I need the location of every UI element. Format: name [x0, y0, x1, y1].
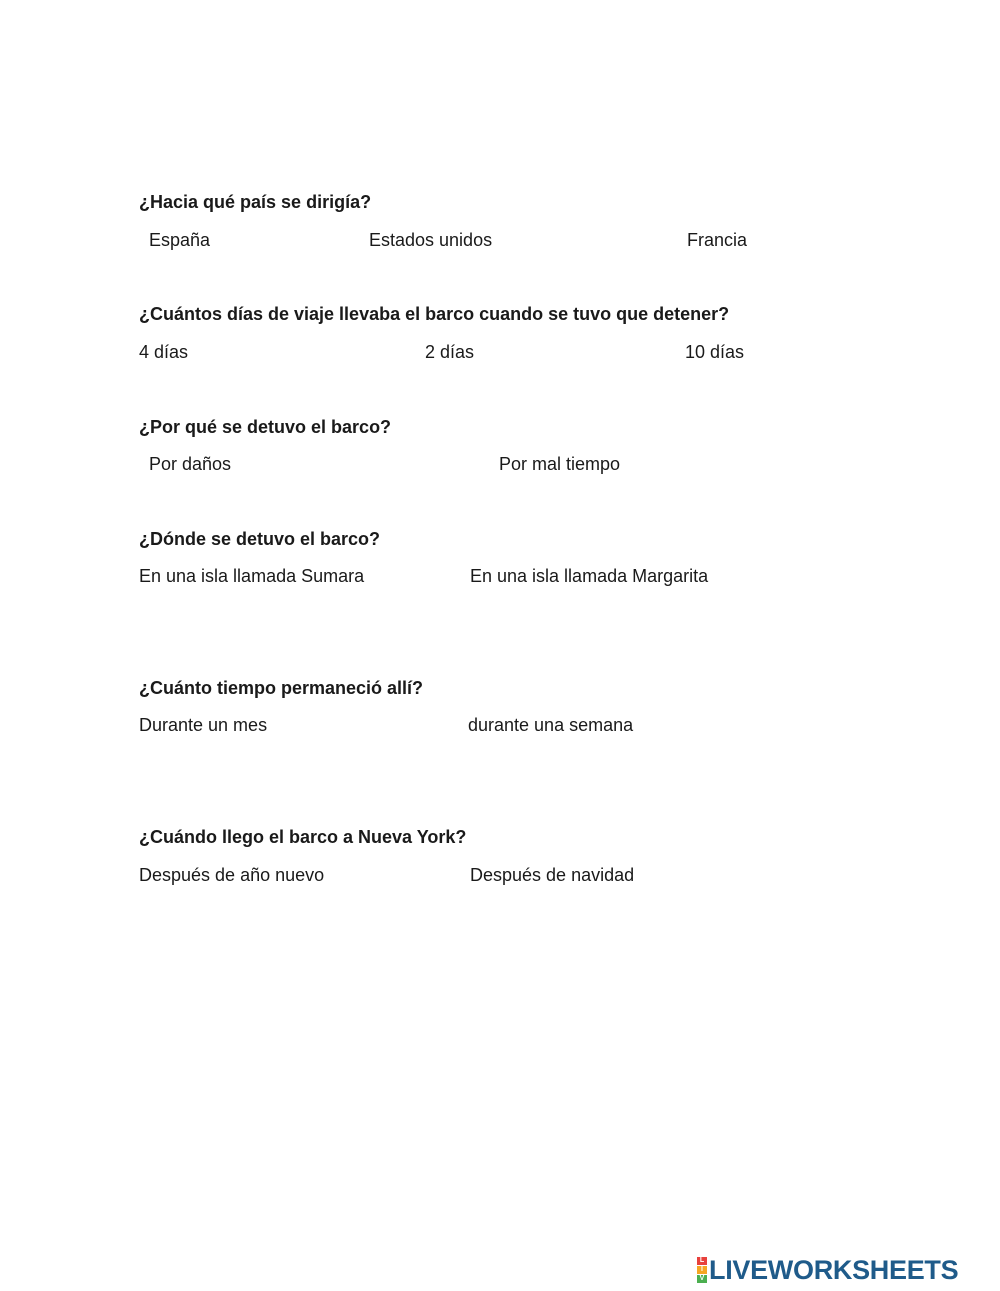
logo-block-v: V: [697, 1275, 707, 1283]
q2-option-4-dias[interactable]: 4 días: [139, 342, 189, 362]
question-1: ¿Hacia qué país se dirigía?: [139, 192, 372, 212]
q4-option-sumara[interactable]: En una isla llamada Sumara: [139, 566, 365, 586]
brand-name: LIVEWORKSHEETS: [709, 1255, 959, 1285]
logo-block-l: L: [697, 1257, 707, 1265]
question-3: ¿Por qué se detuvo el barco?: [139, 417, 392, 437]
q4-option-margarita[interactable]: En una isla llamada Margarita: [470, 566, 709, 586]
q5-option-una-semana[interactable]: durante una semana: [468, 715, 634, 735]
q5-option-un-mes[interactable]: Durante un mes: [139, 715, 268, 735]
q3-option-por-mal-tiempo[interactable]: Por mal tiempo: [499, 454, 621, 474]
question-5: ¿Cuánto tiempo permaneció allí?: [139, 678, 424, 698]
q6-option-navidad[interactable]: Después de navidad: [470, 865, 635, 885]
q2-option-2-dias[interactable]: 2 días: [425, 342, 475, 362]
q6-option-ano-nuevo[interactable]: Después de año nuevo: [139, 865, 325, 885]
q2-option-10-dias[interactable]: 10 días: [685, 342, 745, 362]
logo-blocks-icon: [697, 1257, 707, 1283]
question-2: ¿Cuántos días de viaje llevaba el barco cuando se tuvo que detener?: [139, 304, 730, 324]
q1-option-espana[interactable]: España: [149, 230, 211, 250]
q1-option-francia[interactable]: Francia: [687, 230, 748, 250]
question-6: ¿Cuándo llego el barco a Nueva York?: [139, 827, 467, 847]
q3-option-por-danos[interactable]: Por daños: [149, 454, 232, 474]
q1-option-estados-unidos[interactable]: Estados unidos: [369, 230, 493, 250]
question-4: ¿Dónde se detuvo el barco?: [139, 529, 381, 549]
logo-block-i: I: [697, 1266, 707, 1274]
liveworksheets-logo: [697, 1256, 958, 1284]
